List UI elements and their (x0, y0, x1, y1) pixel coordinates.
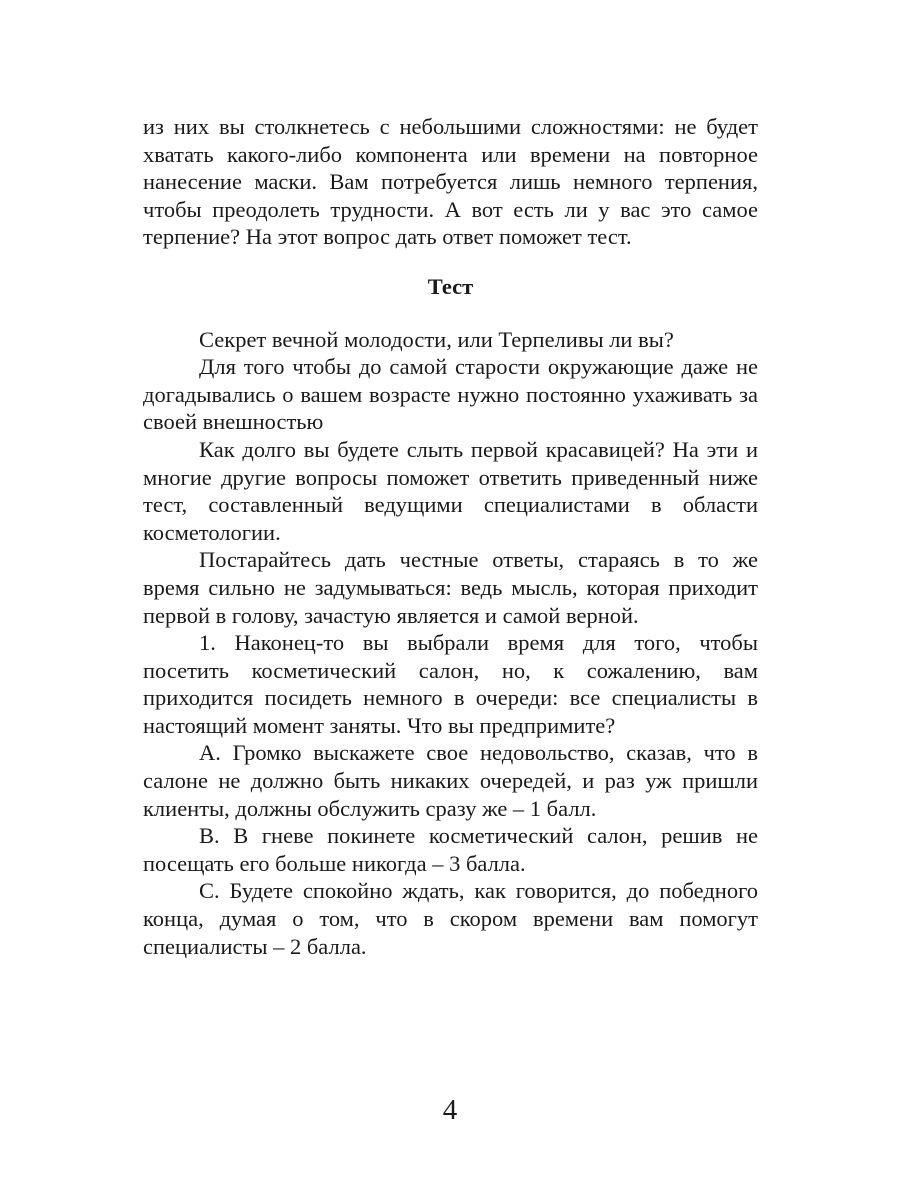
page-number: 4 (442, 1094, 458, 1126)
page-body (143, 113, 758, 960)
answer-option-b: В. В гневе покинете косметический салон, решив не посещать его больше никогда – 3 балла. (143, 823, 758, 876)
intro-paragraph: из них вы столкнетесь с небольшими сложностями: не будет хватать какого-либо компонента или времени на повторное нанесение маски. Вам потребуется лишь немного терпения, чтобы преодолеть трудности. А вот есть ли у вас это самое терпение? На этот вопрос дать ответ поможет тест. (143, 114, 758, 250)
answer-option-c: С. Будете спокойно ждать, как говорится, до победного конца, думая о том, что в скором времени вам помогут специалисты – 2 балла. (143, 878, 758, 959)
answer-option-a: А. Громко выскажете свое недовольство, сказав, что в салоне не должно быть никаких очередей, и раз уж пришли клиенты, должны обслужить сразу же – 1 балл. (143, 740, 758, 821)
paragraph: Как долго вы будете слыть первой красавицей? На эти и многие другие вопросы поможет ответить приведенный ниже тест, составленный ведущими специалистами в области косметологии. (143, 436, 758, 545)
section-heading: Тест (427, 273, 474, 299)
test-subtitle: Секрет вечной молодости, или Терпеливы ли вы? (199, 326, 674, 352)
paragraph: Для того чтобы до самой старости окружающие даже не догадывались о вашем возрасте нужно постоянно ухаживать за своей внешностью (143, 354, 758, 435)
paragraph: Постарайтесь дать честные ответы, стараясь в то же время сильно не задумываться: ведь мысль, которая приходит первой в голову, зачастую является и самой верной. (143, 547, 758, 628)
question-text: 1. Наконец-то вы выбрали время для того, чтобы посетить косметический салон, но, к сожалению, вам приходится посидеть немного в очереди: все специалисты в настоящий момент заняты. Что вы предпримите? (143, 630, 758, 738)
